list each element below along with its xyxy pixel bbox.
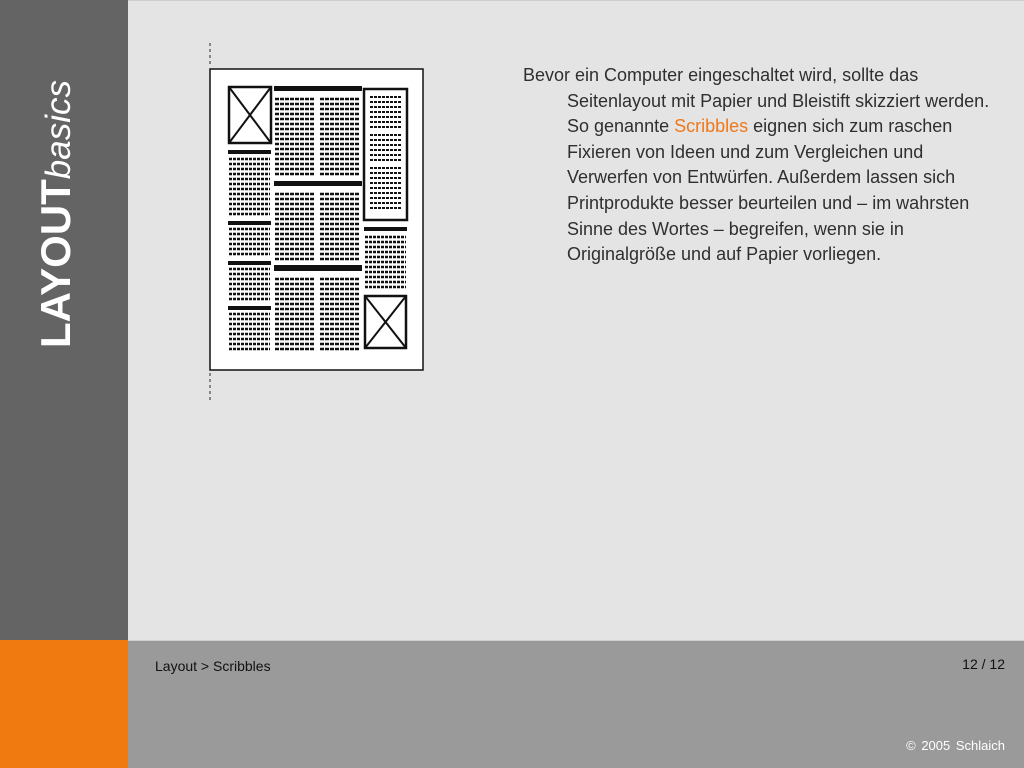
scribble-sketch-image: [204, 39, 444, 405]
logo: [34, 80, 81, 348]
footer: [128, 640, 1024, 768]
slide-content: [128, 0, 1024, 640]
sidebar: [0, 0, 128, 640]
breadcrumb: Layout > Scribbles: [155, 658, 271, 674]
paragraph-text-start: Bevor ein Computer eingeschaltet wird, sollte das Seitenlayout mit Papier und Bleistift skizziert werden. So genannte: [523, 65, 990, 137]
scribbles-highlight: Scribbles: [674, 116, 749, 137]
logo-bold-text: LAYOUT: [32, 179, 79, 348]
page-number: 12 / 12: [962, 656, 1005, 672]
accent-block: [0, 640, 128, 768]
paragraph-text-end: eignen sich zum raschen Fixieren von Ideen und zum Vergleichen und Verwerfen von Entwürfen. Außerdem lassen sich Printprodukte besser beurteilen und – im wahrsten Sinne des Wortes – begreifen, wenn sie in Originalgröße und auf Papier vorliegen.: [567, 116, 970, 265]
body-paragraph: [523, 63, 1007, 268]
copyright: © 2005 Schlaich: [906, 738, 1005, 753]
logo-italic-text: basics: [39, 79, 78, 180]
